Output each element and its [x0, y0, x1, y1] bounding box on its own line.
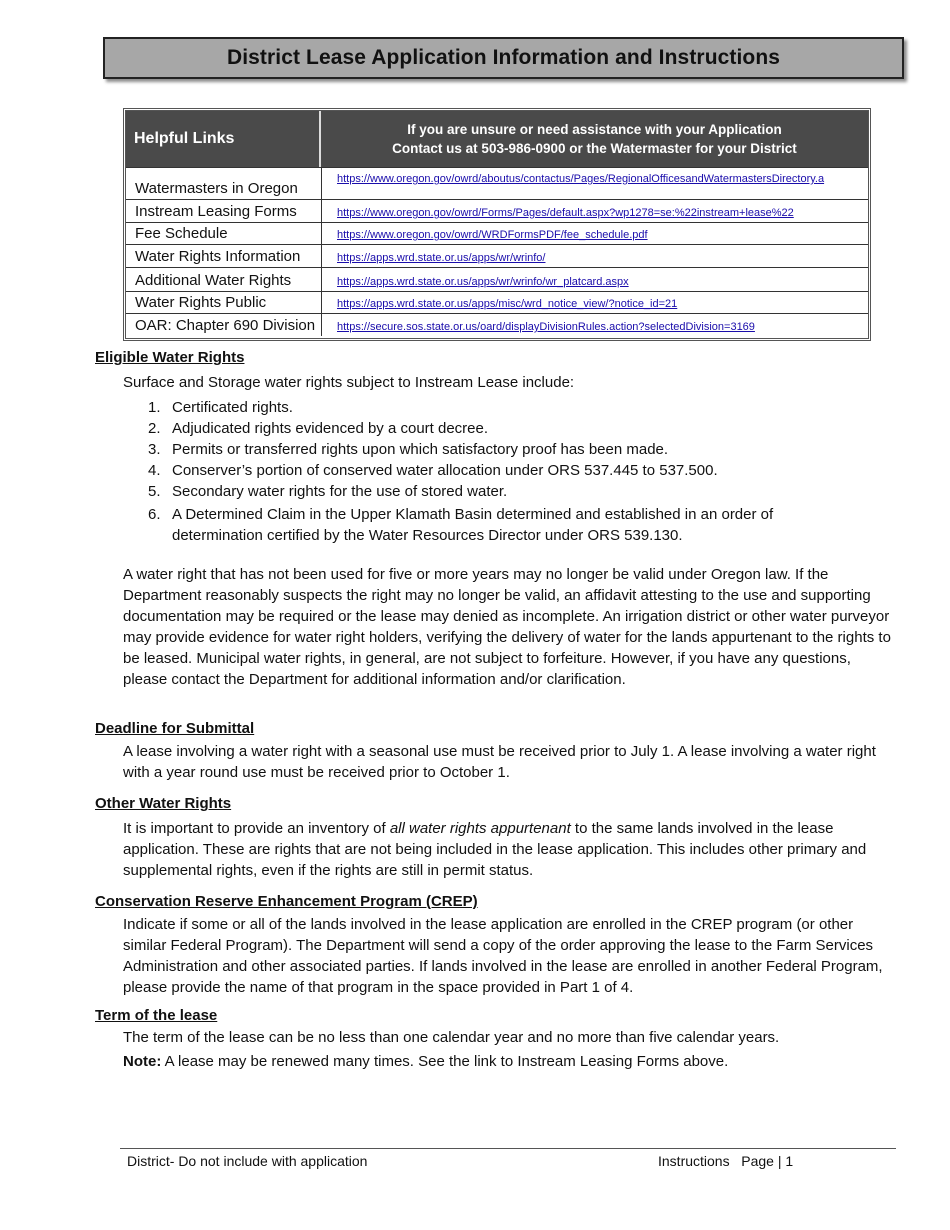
- list-item: [148, 397, 848, 418]
- eligible-paragraph: A water right that has not been used for five or more years may no longer be valid under Oregon law. If the Department reasonably suspects the right may no longer be valid, an affidavit attesting to the use and supporting documentation may be required or the lease may denied as incomplete. An irrigation district or other water purveyor may provide evidence for water right holders, verifying the delivery of water for the lands appurtenant to the rights to be leased. Municipal water rights, in general, are not subject to forfeiture. However, if you have any questions, please contact the Department for additional information and/or clarification.: [123, 566, 891, 688]
- deadline-text: A lease involving a water right with a seasonal use must be received prior to July 1. A lease involving a water right with a year round use must be received prior to October 1.: [123, 743, 876, 781]
- list-number: 3.: [148, 441, 161, 458]
- link-row: [126, 268, 868, 292]
- link-row-url[interactable]: https://apps.wrd.state.or.us/apps/wr/wrinfo/: [337, 252, 546, 264]
- link-row-name: Additional Water Rights: [126, 268, 322, 291]
- link-row-url[interactable]: https://apps.wrd.state.or.us/apps/wr/wrinfo/wr_platcard.aspx: [337, 276, 629, 288]
- assistance-line-1: If you are unsure or need assistance with your Application: [407, 122, 782, 137]
- other-text: [123, 818, 893, 881]
- list-text: Secondary water rights for the use of stored water.: [172, 483, 508, 500]
- list-text: Certificated rights.: [172, 399, 293, 416]
- footer-page-info: Instructions Page | 1: [658, 1153, 794, 1169]
- link-row: [126, 245, 868, 268]
- link-row: [126, 223, 868, 245]
- link-row-name: Water Rights Public: [126, 292, 322, 313]
- list-text: Adjudicated rights evidenced by a court decree.: [172, 420, 489, 437]
- list-text: A Determined Claim in the Upper Klamath Basin determined and established in an order of determination certified by the Water Resources Director under ORS 539.130.: [172, 506, 774, 544]
- list-text: Permits or transferred rights upon which satisfactory proof has been made.: [172, 441, 669, 458]
- link-row: [126, 168, 868, 200]
- assistance-note: [321, 111, 868, 167]
- other-text-emphasis: all water rights appurtenant: [389, 820, 571, 837]
- list-number: 1.: [148, 399, 161, 416]
- list-item: [148, 418, 848, 439]
- footer-divider: [120, 1148, 896, 1149]
- footer-left: District- Do not include with application: [127, 1153, 368, 1169]
- list-item: [148, 439, 848, 460]
- section-heading-other: Other Water Rights: [95, 795, 232, 812]
- term-text: The term of the lease can be no less than one calendar year and no more than five calendar years.: [123, 1029, 780, 1046]
- section-heading-eligible: Eligible Water Rights: [95, 349, 245, 366]
- assistance-line-2: Contact us at 503-986-0900 or the Watermaster for your District: [392, 141, 797, 156]
- link-row-name: Instream Leasing Forms: [126, 200, 322, 222]
- helpful-links-table: [123, 108, 871, 341]
- section-heading-deadline: Deadline for Submittal: [95, 720, 255, 737]
- link-row-name: OAR: Chapter 690 Division: [126, 314, 322, 336]
- link-row-name: Watermasters in Oregon: [126, 168, 322, 199]
- helpful-links-header: [126, 111, 868, 168]
- other-text-start: It is important to provide an inventory of: [123, 820, 390, 837]
- list-number: 6.: [148, 506, 161, 523]
- link-row: [126, 200, 868, 223]
- link-row-url[interactable]: https://www.oregon.gov/owrd/aboutus/contactus/Pages/RegionalOfficesandWatermastersDirectory.a: [337, 173, 825, 185]
- link-row: [126, 292, 868, 314]
- list-item: [148, 481, 848, 502]
- link-row-url[interactable]: https://www.oregon.gov/owrd/Forms/Pages/default.aspx?wp1278=se:%22instream+lease%22: [337, 207, 794, 219]
- link-row-name: Fee Schedule: [126, 223, 322, 244]
- note-text: A lease may be renewed many times. See the link to Instream Leasing Forms above.: [161, 1053, 729, 1070]
- list-item: [148, 504, 848, 546]
- link-row-url[interactable]: https://secure.sos.state.or.us/oard/displayDivisionRules.action?selectedDivision=3169: [337, 321, 755, 333]
- crep-text: Indicate if some or all of the lands involved in the lease application are enrolled in the CREP program (or other similar Federal Program). The Department will send a copy of the order approving the lease to the Farm Services Administration and other associated parties. If lands involved in the lease are enrolled in another Federal Program, please provide the name of that program in the space provided in Part 1 of 4.: [123, 916, 883, 996]
- list-text: Conserver’s portion of conserved water allocation under ORS 537.445 to 537.500.: [172, 462, 718, 479]
- list-number: 5.: [148, 483, 161, 500]
- link-row-url[interactable]: https://www.oregon.gov/owrd/WRDFormsPDF/fee_schedule.pdf: [337, 229, 648, 241]
- page-title: District Lease Application Information and Instructions: [226, 46, 781, 69]
- list-number: 4.: [148, 462, 161, 479]
- section-heading-crep: Conservation Reserve Enhancement Program (CREP): [95, 893, 478, 910]
- eligible-list: [148, 397, 848, 546]
- other-text-end: to the same lands involved in the lease application. These are rights that are not being included in the lease application. This includes other primary and supplemental rights, even if the rights are still in permit status.: [123, 820, 867, 879]
- note-label: Note:: [123, 1053, 162, 1070]
- title-box: [103, 37, 904, 79]
- link-row-name: Water Rights Information: [126, 245, 322, 267]
- list-item: [148, 460, 848, 481]
- section-heading-term: Term of the lease: [95, 1007, 218, 1024]
- helpful-links-title: Helpful Links: [126, 111, 321, 167]
- link-row: [126, 314, 868, 336]
- term-note: [123, 1051, 893, 1072]
- list-number: 2.: [148, 420, 161, 437]
- link-row-url[interactable]: https://apps.wrd.state.or.us/apps/misc/wrd_notice_view/?notice_id=21: [337, 298, 678, 310]
- eligible-intro: Surface and Storage water rights subject to Instream Lease include:: [123, 374, 575, 391]
